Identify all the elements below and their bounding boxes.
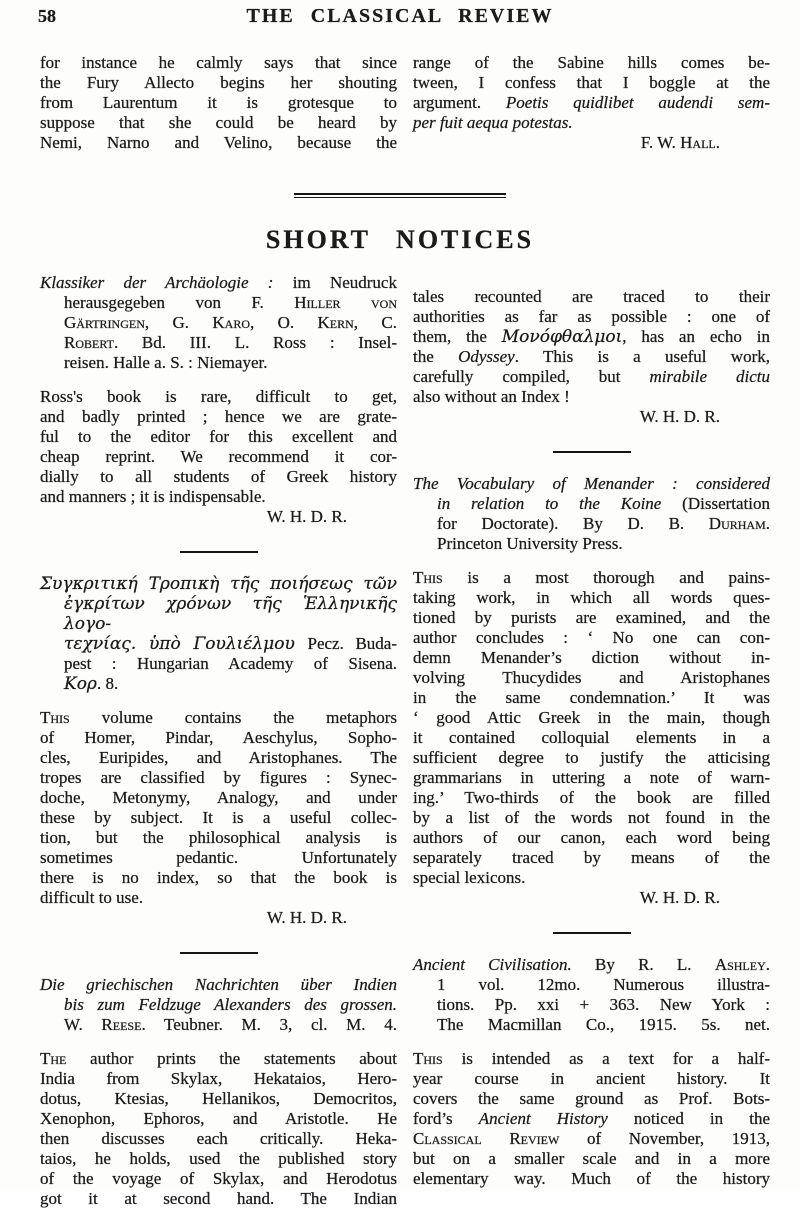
text-segment: tween, I confess that I boggle at the [413,73,770,92]
text-line [413,387,770,407]
text-line [40,888,397,908]
column-gap [397,39,413,153]
text-segment: Ancient History [478,1109,608,1128]
text-segment: covers the same ground as Prof. Bots- [413,1089,770,1108]
text-line [40,708,397,728]
text-line [413,514,770,534]
text-line [40,748,397,768]
text-line [413,748,770,768]
text-segment: This [40,708,70,727]
text-line [40,848,397,868]
intro-right-column [413,39,770,153]
signature [413,133,770,153]
text-line [413,808,770,828]
text-segment: Karo [212,313,251,332]
text-segment: bis zum Feldzuge Alexanders des grossen. [64,995,397,1014]
text-line [40,828,397,848]
text-segment: , G. [144,313,213,332]
text-segment: of the voyage of Skylax, and Herodotus [40,1169,397,1188]
text-segment: The Macmillan Co., 1915. 5s. net. [437,1015,770,1034]
text-segment: from Laurentum it is grotesque to [40,93,397,112]
text-line [413,568,770,588]
paragraph [40,708,397,908]
text-line [40,808,397,828]
divider-rule [553,932,631,934]
text-segment: is intended as a text for a half- [442,1049,770,1068]
column-divider [40,527,397,574]
text-segment: the Fury Allecto begins her shouting [40,73,397,92]
text-segment: doche, Metonymy, Analogy, and under [40,788,397,807]
text-line [413,367,770,387]
text-line [40,1149,397,1169]
signature-initials: W. H. D. R. [266,507,347,526]
text-segment: volume contains the metaphors [69,708,397,727]
paragraph [413,53,770,133]
text-segment: Princeton University Press. [437,534,623,553]
signature [413,407,770,427]
column-divider [413,908,770,955]
text-segment: Die griechischen Nachrichten über Indien [40,975,397,994]
text-line [413,848,770,868]
text-segment: in the same condemnation.’ It was [413,688,770,707]
text-segment: Κορ [64,674,97,694]
text-line [40,634,397,654]
text-line [413,494,770,514]
text-line [413,307,770,327]
text-segment: in relation to the Koine [437,494,683,513]
text-segment: Ashley [714,955,766,974]
text-line [413,1129,770,1149]
text-line [413,287,770,307]
text-line [40,768,397,788]
text-line [40,53,397,73]
text-line [413,975,770,995]
text-segment: then discusses each critically. Heka- [40,1129,397,1148]
page-number: 58 [38,6,56,26]
text-line [413,1015,770,1035]
text-segment: Klassiker der Archäologie : [40,273,293,292]
text-segment: special lexicons. [413,868,526,887]
text-line [413,728,770,748]
text-segment: it contained colloquial elements in a [413,728,770,747]
text-line [413,868,770,888]
text-segment: , O. [250,313,318,332]
intro-section [0,39,800,153]
text-line [413,648,770,668]
text-segment: W. [64,1015,102,1034]
paragraph [40,1049,397,1209]
divider-rule [180,551,258,553]
signature [40,507,397,527]
text-segment: This [413,568,443,587]
text-segment: there is no index, so that the book is [40,868,397,887]
text-segment: tales recounted are traced to their [413,287,770,306]
text-segment: authorities as far as possible : one of [413,307,770,326]
text-segment: τεχνίας. ὑπὸ Γουλιέλμου [64,634,308,654]
text-segment: taios, he holds, used the published story [40,1149,397,1168]
text-segment: (Dissertation [682,494,770,513]
text-segment: Odyssey [458,347,515,366]
text-segment: suppose that she could be heard by [40,113,397,132]
text-segment: ful to the editor for this excellent and [40,427,397,446]
text-segment: pest : Hungarian Academy of Sisena. [64,654,397,673]
text-segment: but on a smaller scale and in a more [413,1149,770,1168]
text-segment: authors of our canon, each word being [413,828,770,847]
text-segment: tioned by purists are examined, and the [413,608,770,627]
text-segment: volving Thucydides and Aristophanes [413,668,770,687]
text-segment: 1 vol. 12mo. Numerous illustra- [437,975,770,994]
text-segment: reisen. Halle a. S. : Niemayer. [64,353,268,372]
text-line [413,327,770,347]
text-segment: Robert [64,333,114,352]
text-line [40,1015,397,1035]
text-segment: Gärtringen [64,313,145,332]
text-line [40,427,397,447]
text-segment: cles, Euripides, and Aristophanes. The [40,748,397,767]
text-segment: per fuit aequa potestas. [413,113,573,132]
text-line [40,868,397,888]
text-line [413,768,770,788]
text-line [413,828,770,848]
text-line [40,975,397,995]
text-segment: , has an echo in [622,327,770,346]
text-line [40,594,397,634]
text-line [413,708,770,728]
text-segment: year course in ancient history. It [413,1069,770,1088]
paragraph [413,1049,770,1189]
signature [413,888,770,908]
text-line [40,387,397,407]
text-segment: dially to all students of Greek history [40,467,397,486]
text-segment: Xenophon, Ephoros, and Aristotle. He [40,1109,397,1128]
notice-head [40,574,397,694]
text-segment: author prints the statements about [66,1049,397,1068]
main-right-column [413,273,770,1209]
text-segment: Συγκριτική Τροπικὴ τῆς ποιήσεως τῶν [40,574,397,594]
text-segment: separately traced by means of the [413,848,770,867]
text-line [413,1169,770,1189]
text-segment: herausgegeben von F. [64,293,295,312]
text-segment: range of the Sabine hills comes be- [413,53,770,72]
paragraph [40,387,397,507]
text-line [40,487,397,507]
text-segment: these by subject. It is a useful collec- [40,808,397,827]
text-line [40,574,397,594]
text-segment: This [413,1049,443,1068]
text-segment: Ancient Civilisation. [413,955,572,974]
signature-initials: W. H. D. R. [639,888,720,907]
text-segment: Kern [317,313,354,332]
text-segment: India from Skylax, Hekataios, Hero- [40,1069,397,1088]
text-segment: the [413,347,459,366]
text-segment: cheap reprint. We recommend it cor- [40,447,397,466]
text-segment: . Teubner. M. 3, cl. M. 4. [141,1015,397,1034]
text-line [40,1069,397,1089]
section-heading: SHORT NOTICES [265,225,535,254]
text-segment: mirabile dictu [649,367,770,386]
text-segment: Poetis quidlibet audendi sem- [505,93,770,112]
intro-left-column [40,39,397,153]
text-segment: ford’s [413,1109,479,1128]
text-segment: By R. L. [571,955,715,974]
text-segment: ἐγκρίτων χρόνων τῆς Ἑλληνικῆς λογο- [64,594,397,634]
text-segment: for Doctorate). By D. B. [437,514,709,533]
text-segment: grammarians in uttering a note of warn- [413,768,770,787]
main-left-column [40,273,397,1209]
text-segment: , C. [353,313,397,332]
page-header [0,0,800,32]
text-line [413,1089,770,1109]
text-line [413,347,770,367]
text-segment: them, the [413,327,502,346]
paragraph [40,53,397,153]
text-line [413,628,770,648]
text-segment: author concludes : ‘ No one can con- [413,628,770,647]
text-line [40,995,397,1015]
text-line [40,113,397,133]
journal-title: THE CLASSICAL REVIEW [246,5,554,27]
short-notices-section [0,273,800,1209]
text-segment: ‘ good Attic Greek in the main, though [413,708,770,727]
text-segment: dotus, Ktesias, Hellanikos, Democritos, [40,1089,397,1108]
notice-head [413,955,770,1035]
text-line [413,93,770,113]
text-line [413,788,770,808]
text-segment: Nemi, Narno and Velino, because the [40,133,397,152]
column-divider [413,427,770,474]
text-line [413,113,770,133]
text-segment: Classical Review [413,1129,560,1148]
text-segment: sometimes pedantic. Unfortunately [40,848,397,867]
text-segment: The Vocabulary of Menander : considered [413,474,770,493]
text-line [40,407,397,427]
text-line [40,73,397,93]
text-segment: sufficient degree to justify the atticising [413,748,770,767]
text-segment: carefully compiled, but [413,367,650,386]
signature-initials: F. W. Hall. [640,133,720,152]
text-segment: of Homer, Pindar, Aeschylus, Sopho- [40,728,397,747]
text-segment: . [765,514,770,533]
text-line [40,313,397,333]
text-segment: The [40,1049,67,1068]
text-segment: demn Menander’s diction without in- [413,648,770,667]
text-segment: tion, but the philosophical analysis is [40,828,397,847]
text-line [40,467,397,487]
column-divider [40,928,397,975]
text-segment: for instance he calmly says that since [40,53,397,72]
text-segment: . [765,955,771,974]
text-line [40,654,397,674]
text-segment: . Bd. III. L. Ross : Insel- [113,333,397,352]
notice-head [40,273,397,373]
text-segment: of November, 1913, [559,1129,771,1148]
signature-initials: W. H. D. R. [639,407,720,426]
text-segment: by a list of the words not found in the [413,808,770,827]
text-segment: ing.’ Two-thirds of the book are filled [413,788,770,807]
text-line [413,608,770,628]
text-segment: tions. Pp. xxi + 363. New York : [437,995,770,1014]
text-line [40,788,397,808]
text-line [40,1129,397,1149]
notice-head [413,474,770,554]
text-line [413,668,770,688]
text-line [413,53,770,73]
text-segment: . This is a useful work, [514,347,770,366]
text-line [40,333,397,353]
text-segment: . 8. [96,674,119,693]
text-line [413,995,770,1015]
text-segment: im Neudruck [292,273,397,292]
text-segment: difficult to use. [40,888,144,907]
text-line [413,1049,770,1069]
text-segment: is a most thorough and pains- [442,568,770,587]
text-line [413,73,770,93]
text-line [413,1109,770,1129]
text-segment: Pecz. Buda- [307,634,397,653]
text-line [40,674,397,694]
text-line [413,955,770,975]
text-line [40,273,397,293]
text-segment: also without an Index ! [413,387,570,406]
text-line [40,1169,397,1189]
text-line [40,1049,397,1069]
notice-head [40,975,397,1035]
text-line [40,1189,397,1209]
text-segment: and badly printed ; hence we are grate- [40,407,397,426]
signature [40,908,397,928]
paragraph [413,287,770,407]
text-line [40,447,397,467]
text-segment: and manners ; it is indispensable. [40,487,266,506]
divider-rule [180,952,258,954]
text-line [40,1089,397,1109]
text-segment: taking work, in which all words ques- [413,588,770,607]
text-segment: Hiller von [294,293,397,312]
text-segment: noticed in the [607,1109,771,1128]
section-divider-rule [294,193,506,198]
text-segment: Durham [708,514,766,533]
text-line [40,728,397,748]
text-line [40,93,397,113]
text-segment: got it at second hand. The Indian [40,1189,397,1208]
column-gap [397,273,413,1209]
text-line [413,1149,770,1169]
text-line [413,1069,770,1089]
text-line [40,293,397,313]
text-segment: argument. [413,93,506,112]
text-line [413,588,770,608]
text-segment: elementary way. Much of the history [413,1169,770,1188]
text-line [413,688,770,708]
text-segment: Μονόφθαλμοι [501,327,623,347]
signature-initials: W. H. D. R. [266,908,347,927]
paragraph [413,568,770,888]
text-line [40,353,397,373]
text-segment: tropes are classified by figures : Synec- [40,768,397,787]
text-line [413,534,770,554]
text-line [413,474,770,494]
text-segment: Ross's book is rare, difficult to get, [40,387,397,406]
text-segment: Reese [101,1015,142,1034]
text-line [40,1109,397,1129]
text-line [40,133,397,153]
divider-rule [553,451,631,453]
